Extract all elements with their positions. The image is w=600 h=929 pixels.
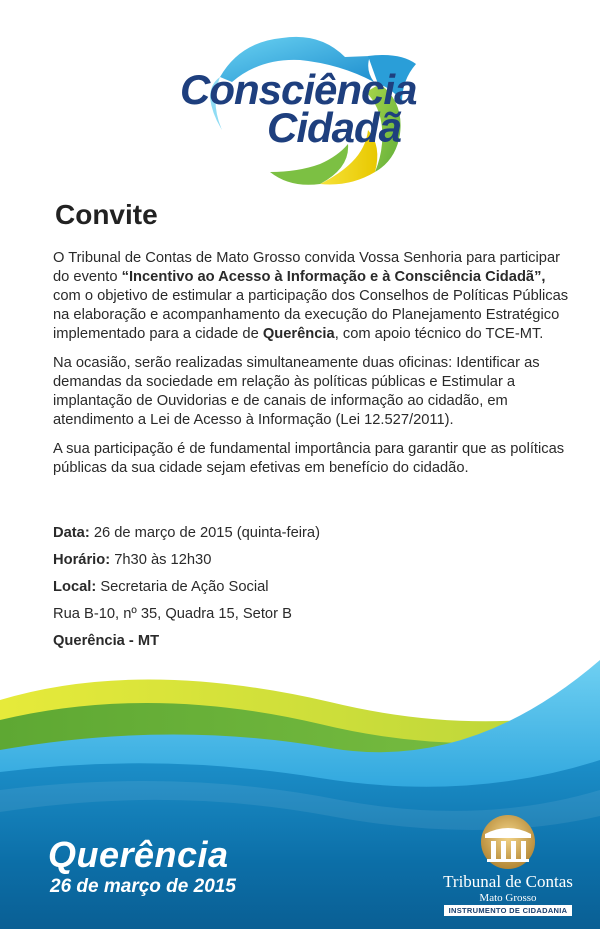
place-label: Local: [53,579,97,595]
consciencia-cidada-logo [170,22,420,187]
event-details [53,524,553,659]
invitation-body [53,249,573,488]
city-state-value: Querência - MT [53,633,160,649]
paragraph-importance: A sua participação é de fundamental importância para garantir que as políticas públicas da sua cidade sejam efetivas em benefício do cidadão. [53,441,565,476]
paragraph-workshops: Na ocasião, serão realizadas simultaneamente duas oficinas: Identificar as demandas da sociedade em relação às políticas públicas e Estimular a implantação de Ouvidorias e de canais de informação ao cidadão, em atendimento a Lei de Acesso à Informação (Lei 12.527/2011). [53,355,540,428]
date-value: 26 de março de 2015 (quinta-feira) [89,525,320,541]
event-name: “Incentivo ao Acesso à Informação e à Consciência Cidadã”, [121,269,546,285]
logo-text-consciencia: Consciência [180,66,417,113]
intro-text-1: O Tribunal de Contas de Mato Grosso convida Vossa Senhoria para participar do evento [53,250,560,285]
place-value: Secretaria de Ação Social [96,579,269,595]
detail-place [53,578,553,605]
paragraph-intro [53,249,573,344]
detail-time [53,551,553,578]
tce-tagline: INSTRUMENTO DE CIDADANIA [444,905,572,916]
tce-logo [438,812,578,917]
date-label: Data: [53,525,90,541]
time-label: Horário: [53,552,111,568]
detail-address: Rua B-10, nº 35, Quadra 15, Setor B [53,606,292,622]
footer-city: Querência [48,834,229,875]
intro-text-2: com o objetivo de estimular a participação dos Conselhos de Políticas Públicas na elaboração e acompanhamento da execução do Planejamento Estratégico implementado para a cidade de [53,288,569,342]
page-title: Convite [55,199,158,230]
logo-text-cidada: Cidadã [267,104,402,151]
time-value: 7h30 às 12h30 [110,552,212,568]
tce-name: Tribunal de Contas [443,872,573,891]
city-name-inline: Querência [262,326,335,342]
footer-date: 26 de março de 2015 [50,876,236,897]
tce-columns-icon [473,812,543,870]
intro-text-3: , com apoio técnico do TCE-MT. [334,326,544,342]
detail-date [53,524,553,551]
tce-state: Mato Grosso [479,892,537,904]
